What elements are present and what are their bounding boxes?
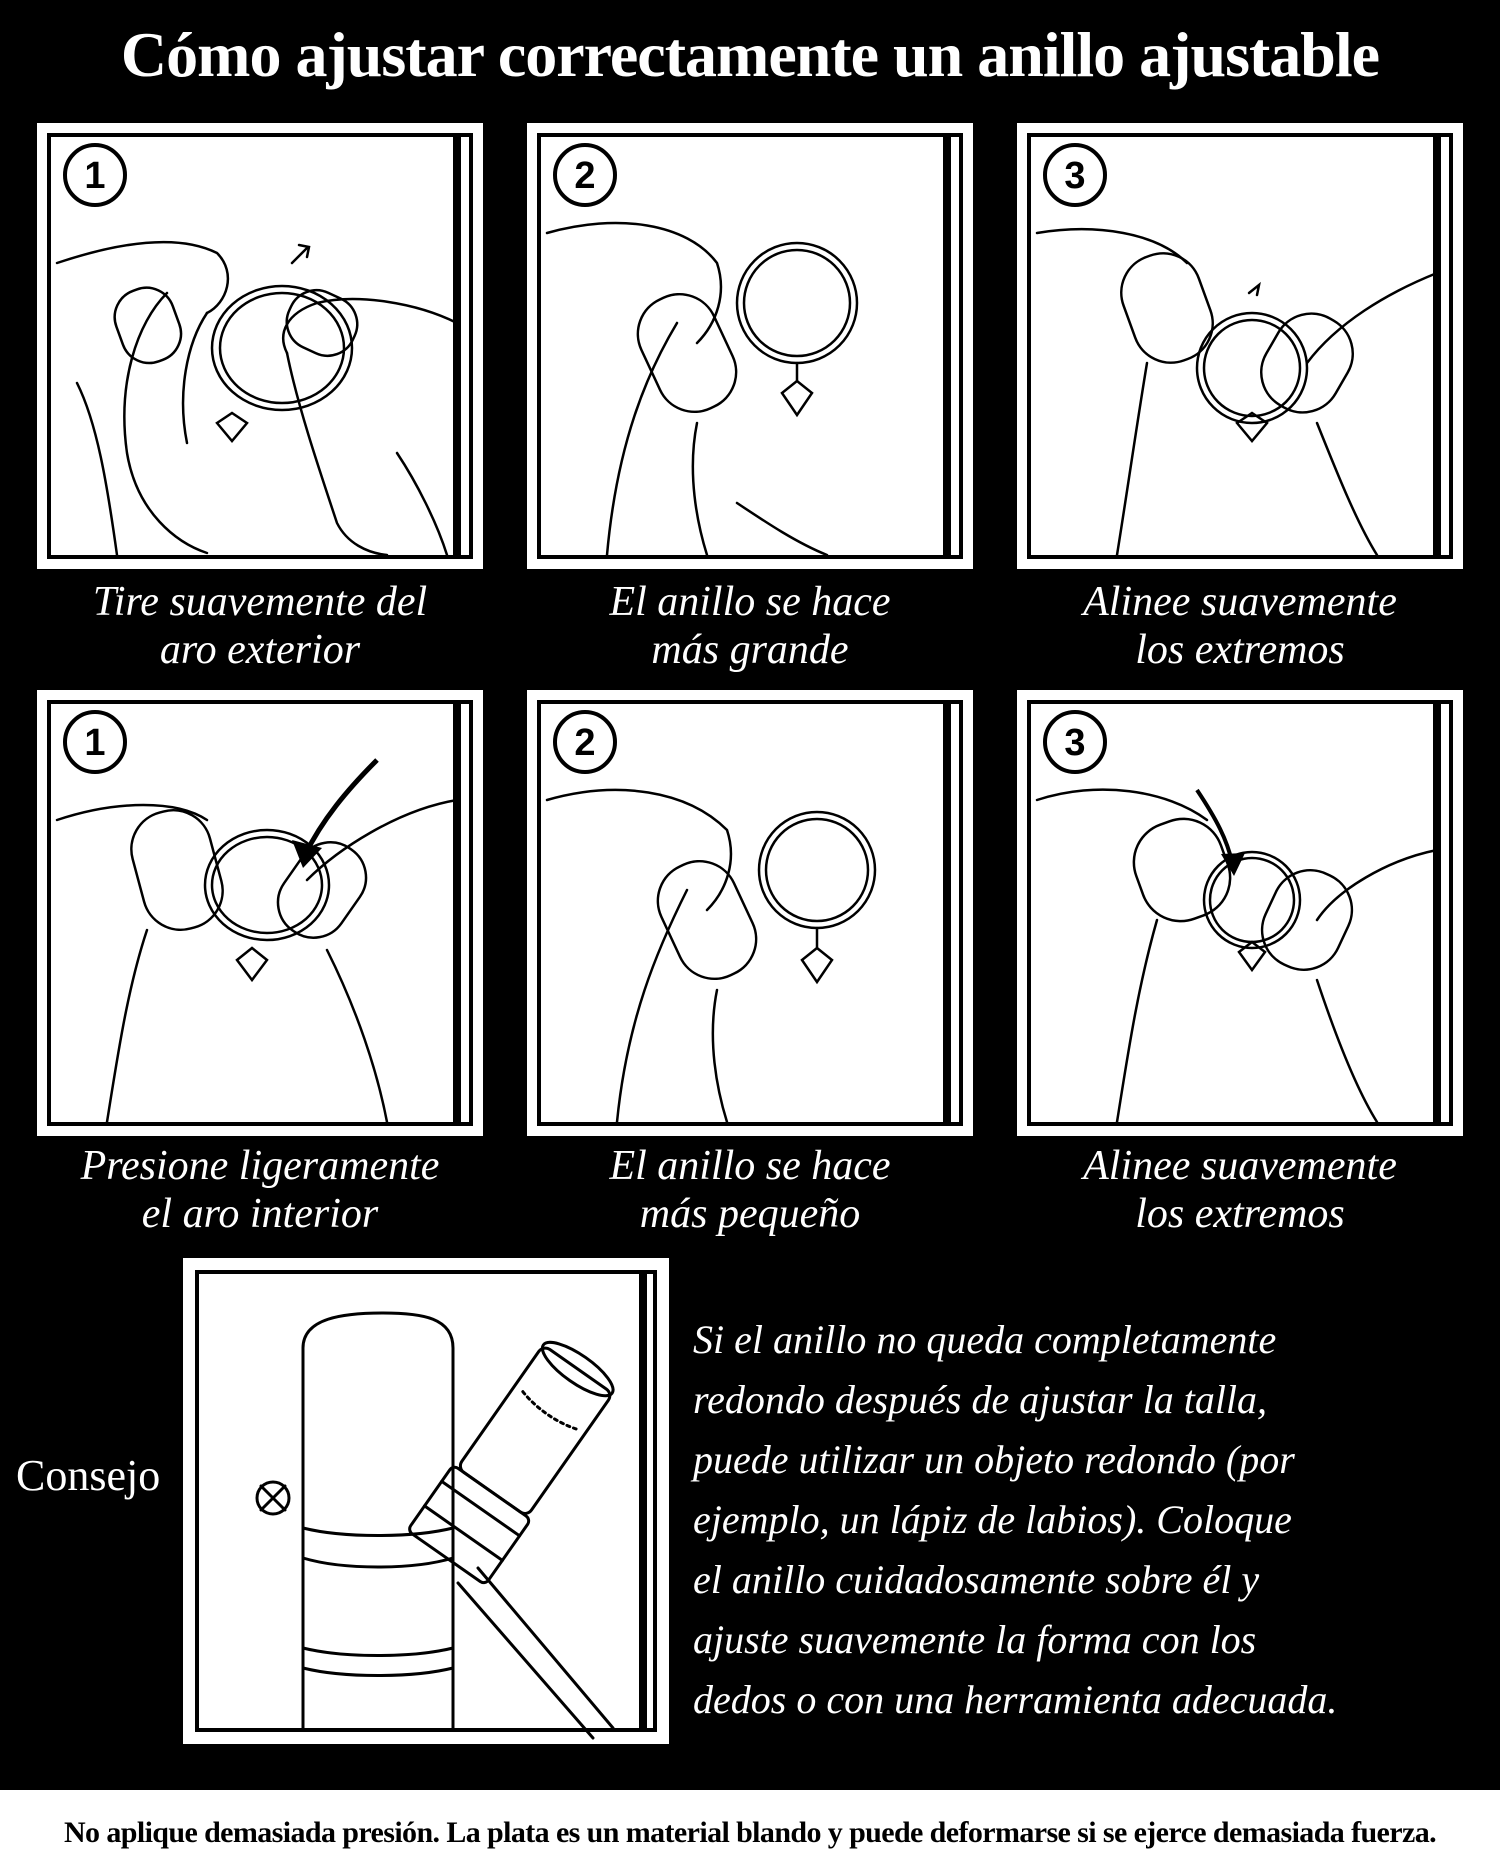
tip-label: Consejo — [16, 1451, 161, 1500]
step-caption-3 — [1017, 578, 1463, 674]
hands-align-ends-illustration — [1017, 123, 1463, 569]
step-number: 1 — [84, 722, 106, 764]
step-panel-2 — [527, 123, 973, 569]
step-panel-4 — [37, 690, 483, 1136]
step-panel-1 — [37, 123, 483, 569]
step-number: 2 — [574, 155, 596, 197]
step-panel-6 — [1017, 690, 1463, 1136]
step-number: 3 — [1064, 155, 1086, 197]
page-title: Cómo ajustar correctamente un anillo ajustable — [120, 19, 1380, 90]
hands-press-ring-illustration — [37, 690, 483, 1136]
tip-line: ejemplo, un lápiz de labios). Coloque — [693, 1497, 1292, 1542]
caption-line: Tire suavemente del — [92, 579, 428, 625]
caption-line: los extremos — [1135, 1191, 1345, 1237]
ring-smaller-illustration — [527, 690, 973, 1136]
step-panel-3 — [1017, 123, 1463, 569]
tip-line: ajuste suavemente la forma con los — [693, 1617, 1257, 1662]
caption-line: El anillo se hace — [609, 579, 891, 625]
step-caption-5 — [527, 1142, 973, 1238]
tip-line: redondo después de ajustar la talla, — [693, 1377, 1268, 1422]
caption-line: más grande — [651, 627, 849, 673]
step-number: 1 — [84, 155, 106, 197]
step-panel-5 — [527, 690, 973, 1136]
ring-larger-illustration — [527, 123, 973, 569]
step-caption-6 — [1017, 1142, 1463, 1238]
hands-pull-ring-illustration — [37, 123, 483, 569]
tip-text — [693, 1310, 1453, 1730]
tip-line: Si el anillo no queda completamente — [693, 1317, 1277, 1362]
tip-line: puede utilizar un objeto redondo (por — [693, 1437, 1295, 1482]
step-caption-4 — [37, 1142, 483, 1238]
caption-line: más pequeño — [639, 1191, 861, 1237]
tip-illustration-panel — [183, 1258, 669, 1744]
lipstick-ring-illustration — [183, 1258, 669, 1744]
step-number: 2 — [574, 722, 596, 764]
caption-line: Alinee suavemente — [1083, 579, 1397, 625]
tip-line: dedos o con una herramienta adecuada. — [693, 1677, 1338, 1722]
caption-line: Alinee suavemente — [1083, 1143, 1397, 1189]
caption-line: el aro interior — [141, 1191, 379, 1237]
hands-align-ends-small-illustration — [1017, 690, 1463, 1136]
footer-warning: No aplique demasiada presión. La plata es un material blando y puede deformarse si se ejerce demasiada fuerza. — [0, 1790, 1500, 1875]
caption-line: aro exterior — [159, 627, 361, 673]
step-number: 3 — [1064, 722, 1086, 764]
step-caption-2 — [527, 578, 973, 674]
tip-line: el anillo cuidadosamente sobre él y — [693, 1557, 1260, 1602]
step-caption-1 — [37, 578, 483, 674]
caption-line: El anillo se hace — [609, 1143, 891, 1189]
caption-line: los extremos — [1135, 627, 1345, 673]
caption-line: Presione ligeramente — [80, 1143, 440, 1189]
